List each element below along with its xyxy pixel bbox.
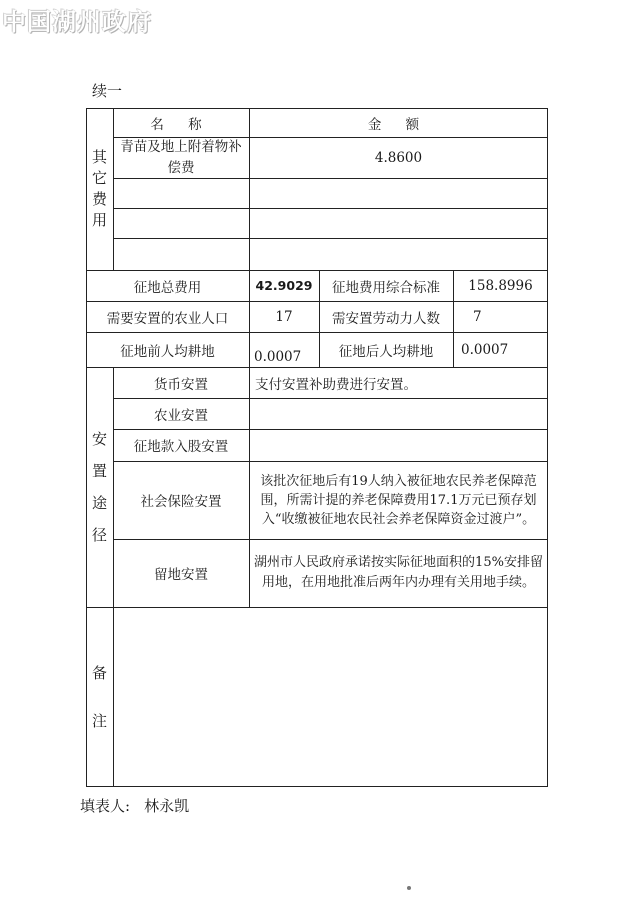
watermark-logo: 中国湖州政府: [2, 7, 152, 36]
other-fees-side-char: 它: [91, 169, 107, 187]
pre-land-label: 征地前人均耕地: [120, 343, 215, 360]
resettlement-side-label: [86, 367, 113, 607]
fee-item-amount: [249, 178, 548, 208]
resettlement-side-char: 径: [91, 526, 107, 544]
filler-name: 林永凯: [144, 797, 190, 815]
filler-signature: [80, 795, 189, 816]
resettlement-detail: 湖州市人民政府承诺按实际征地面积的15%安排留用地，在用地批准后两年内办理有关用地手续。: [254, 555, 543, 590]
fee-item-name: [113, 208, 249, 238]
resettlement-method: 农业安置: [154, 407, 208, 424]
fee-item-name: [113, 178, 249, 208]
filler-label: 填表人:: [80, 797, 131, 815]
agri-pop-label: 需要安置的农业人口: [106, 310, 229, 327]
remarks-side-char: 注: [91, 712, 107, 730]
resettlement-side-char: 安: [91, 430, 107, 448]
post-land-label: 征地后人均耕地: [338, 343, 434, 360]
resettlement-side-char: 置: [91, 462, 107, 480]
resettlement-method: 征地款入股安置: [133, 439, 229, 455]
fee-item-amount: [249, 238, 548, 270]
resettlement-detail: 支付安置补助费进行安置。: [255, 376, 417, 393]
standard-label: 征地费用综合标准: [332, 279, 440, 296]
remarks-content: [113, 607, 548, 787]
total-cost-label: 征地总费用: [133, 279, 202, 296]
fee-item-name: [113, 238, 249, 270]
header-amount: 金 额: [367, 116, 430, 133]
resettlement-method: 货币安置: [154, 376, 208, 393]
resettlement-method: 留地安置: [154, 567, 208, 583]
header-name: 名 称: [150, 116, 212, 133]
remarks-side-label: [86, 607, 113, 787]
pre-land-value: 0.0007: [254, 349, 302, 365]
labor-value: 7: [473, 308, 482, 325]
resettlement-side-char: 途: [91, 494, 107, 512]
resettlement-detail: 该批次征地后有19人纳入被征地农民养老保障范围，所需计提的养老保障费用17.1万元已预存划入“收缴被征地农民社会养老保障资金过渡户”。: [260, 473, 537, 527]
fee-item-name: 青苗及地上附着物补偿费: [120, 138, 242, 176]
standard-value: 158.8996: [468, 277, 533, 294]
other-fees-side-char: 用: [91, 211, 107, 229]
other-fees-side-char: 其: [91, 148, 107, 166]
labor-label: 需安置劳动力人数: [332, 310, 440, 327]
agri-pop-value: 17: [275, 308, 293, 325]
scan-dot: [407, 886, 411, 890]
resettlement-detail: [249, 429, 548, 461]
fee-item-amount: [249, 208, 548, 238]
total-cost-value: 42.9029: [255, 278, 313, 293]
continued-label: 续一: [92, 82, 123, 100]
resettlement-detail: [249, 398, 548, 429]
fee-item-amount: 4.8600: [374, 149, 423, 166]
resettlement-method: 社会保险安置: [140, 494, 222, 510]
remarks-side-char: 备: [91, 664, 107, 682]
other-fees-side-label: [86, 108, 113, 270]
other-fees-side-char: 费: [91, 190, 107, 208]
post-land-value: 0.0007: [461, 341, 509, 358]
